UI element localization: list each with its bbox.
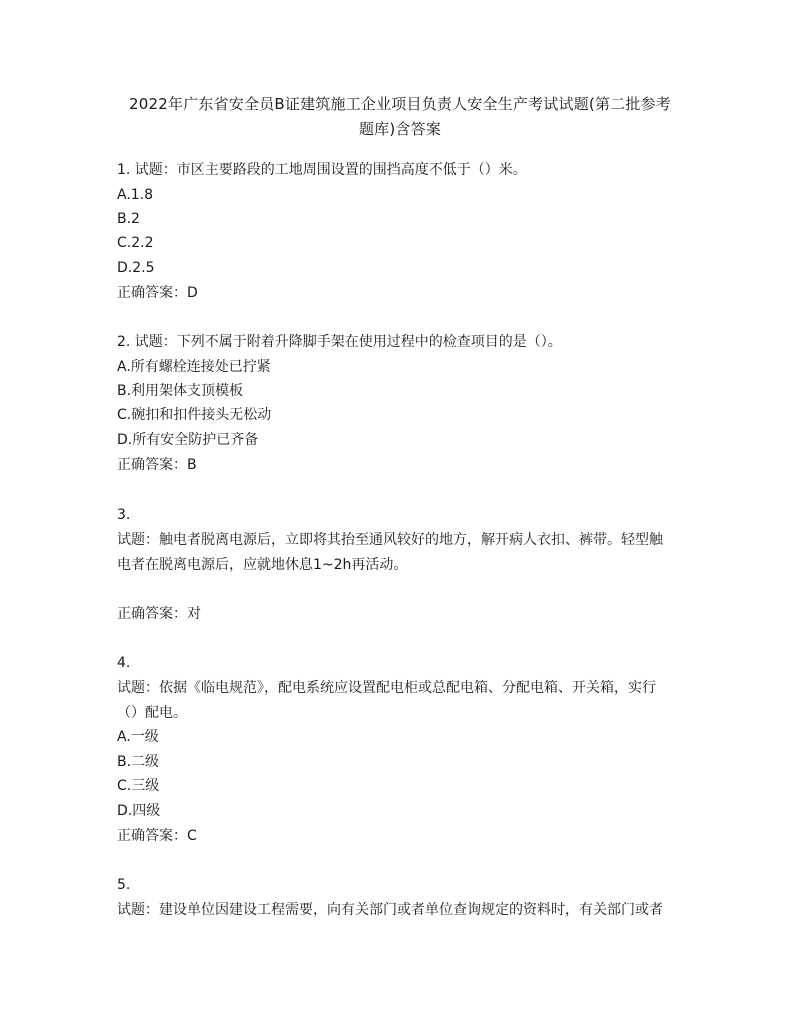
q4-option-d: D.四级 (117, 803, 161, 819)
q3-question-line-2: 电者在脱离电源后，应就地休息1~2h再活动。 (117, 557, 408, 573)
document-title (110, 92, 690, 142)
q2-option-b: B.利用架体支顶模板 (117, 383, 244, 399)
q2-question: 2. 试题：下列不属于附着升降脚手架在使用过程中的检查项目的是（）。 (117, 334, 562, 350)
q3-answer: 正确答案：对 (117, 606, 201, 622)
q1-answer: 正确答案：D (117, 285, 198, 301)
q1-option-a: A.1.8 (117, 187, 154, 203)
q2-answer: 正确答案：B (117, 457, 197, 473)
q4-option-b: B.二级 (117, 754, 160, 770)
q4-answer: 正确答案：C (117, 828, 197, 844)
q1-option-b: B.2 (117, 211, 140, 227)
q2-option-c: C.碗扣和扣件接头无松动 (117, 407, 272, 423)
q4-option-a: A.一级 (117, 729, 159, 745)
q4-option-c: C.三级 (117, 778, 160, 794)
q2-option-a: A.所有螺栓连接处已拧紧 (117, 359, 271, 375)
q1-option-d: D.2.5 (117, 260, 155, 276)
title-line-2: 题库)含答案 (358, 120, 442, 138)
q3-question-line-1: 试题：触电者脱离电源后，立即将其抬至通风较好的地方，解开病人衣扣、裤带。轻型触 (117, 532, 663, 548)
q4-question-line-2: （）配电。 (117, 705, 187, 721)
q5-question-line-1: 试题：建设单位因建设工程需要，向有关部门或者单位查询规定的资料时，有关部门或者 (117, 902, 663, 918)
q4-number: 4. (117, 655, 131, 671)
title-line-1: 2022年广东省安全员B证建筑施工企业项目负责人安全生产考试试题(第二批参考 (129, 95, 671, 113)
q1-question: 1. 试题：市区主要路段的工地周围设置的围挡高度不低于（）米。 (117, 162, 527, 178)
q5-number: 5. (117, 877, 131, 893)
q2-option-d: D.所有安全防护已齐备 (117, 432, 259, 448)
q4-question-line-1: 试题：依据《临电规范》，配电系统应设置配电柜或总配电箱、分配电箱、开关箱，实行 (117, 680, 656, 696)
q1-option-c: C.2.2 (117, 235, 154, 251)
q3-number: 3. (117, 507, 131, 523)
